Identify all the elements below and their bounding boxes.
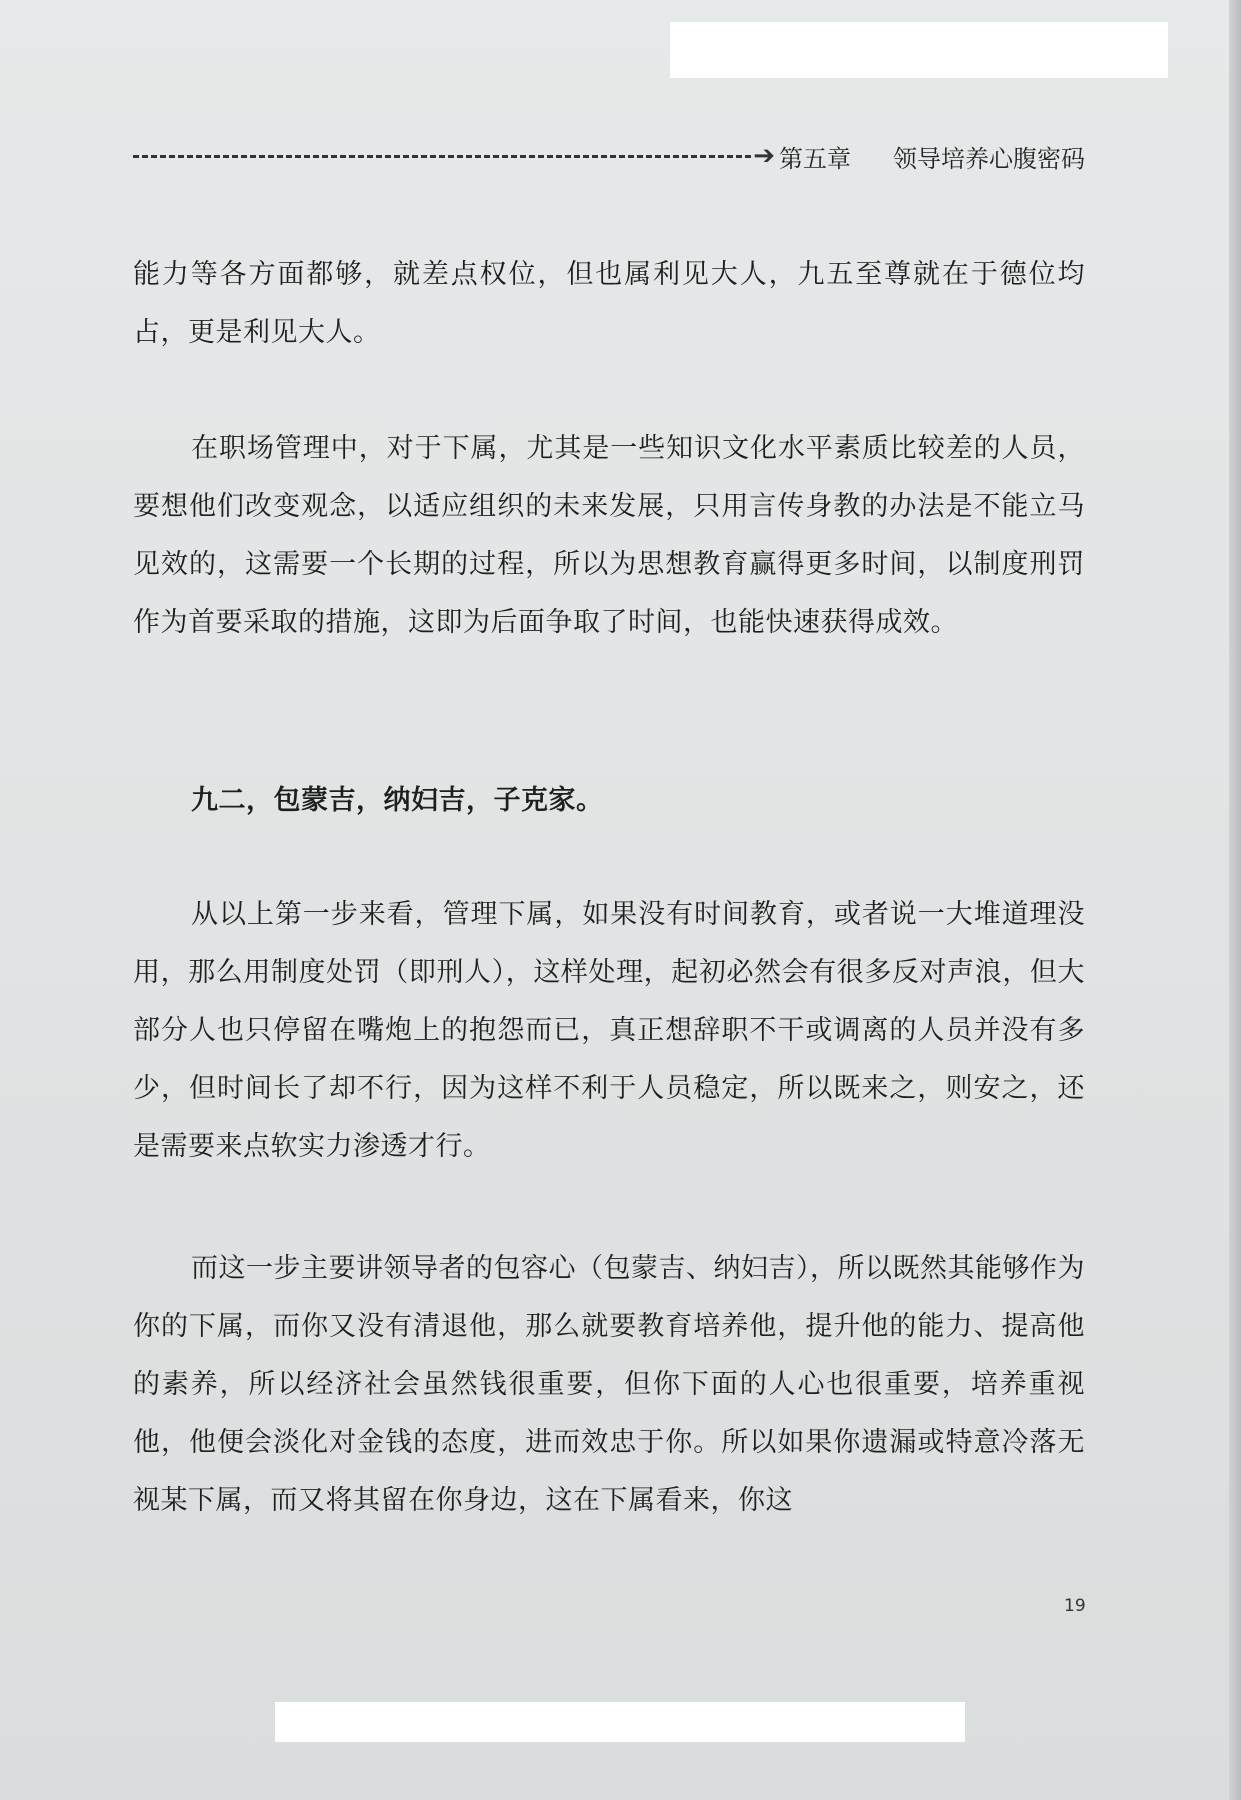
- running-header: [133, 136, 1085, 176]
- chapter-title: 领导培养心腹密码: [893, 144, 1085, 173]
- paragraph-2: 在职场管理中，对于下属，尤其是一些知识文化水平素质比较差的人员，要想他们改变观念，以适应组织的未来发展，只用言传身教的办法是不能立马见效的，这需要一个长期的过程，所以为思想教育赢得更多时间，以制度刑罚作为首要采取的措施，这即为后面争取了时间，也能快速获得成效。: [133, 433, 1085, 638]
- page-edge-shadow: [1229, 0, 1241, 1800]
- paragraph-3: 从以上第一步来看，管理下属，如果没有时间教育，或者说一大堆道理没用，那么用制度处罚（即刑人），这样处理，起初必然会有很多反对声浪，但大部分人也只停留在嘴炮上的抱怨而已，真正想辞职不干或调离的人员并没有多少，但时间长了却不行，因为这样不利于人员稳定，所以既来之，则安之，还是需要来点软实力渗透才行。: [133, 899, 1085, 1162]
- paragraph-1: 能力等各方面都够，就差点权位，但也属利见大人，九五至尊就在于德位均占，更是利见大人。: [133, 259, 1085, 348]
- section-heading-jiuer: 九二，包蒙吉，纳妇吉，子克家。: [191, 785, 604, 816]
- paragraph-4: 而这一步主要讲领导者的包容心（包蒙吉、纳妇吉），所以既然其能够作为你的下属，而你又没有清退他，那么就要教育培养他，提升他的能力、提高他的素养，所以经济社会虽然钱很重要，但你下面的人心也很重要，培养重视他，他便会淡化对金钱的态度，进而效忠于你。所以如果你遗漏或特意冷落无视某下属，而又将其留在你身边，这在下属看来，你这: [133, 1253, 1085, 1516]
- redaction-box-bottom: [275, 1702, 965, 1742]
- chapter-number: 第五章: [779, 144, 851, 173]
- arrow-right-icon: ➔: [753, 141, 775, 171]
- redaction-box-top: [670, 22, 1168, 78]
- header-dashed-line: [133, 155, 751, 158]
- page-number: 19: [1064, 1596, 1086, 1616]
